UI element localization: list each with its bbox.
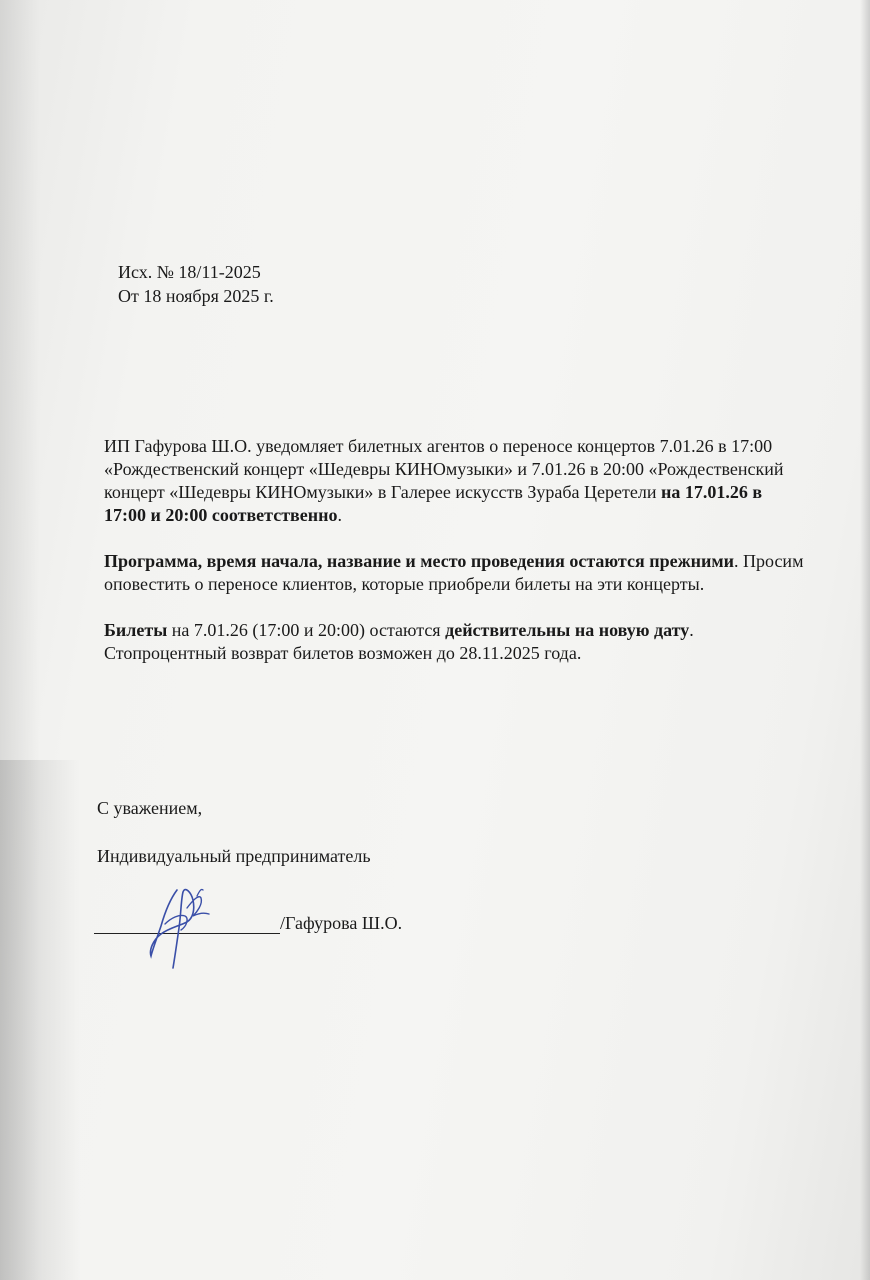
handwritten-signature xyxy=(135,878,225,973)
outgoing-reference xyxy=(118,260,274,308)
page-shadow-bottom-left xyxy=(0,760,80,1280)
new-date-bold: на 17.01.26 в 17:00 и 20:00 соответственно xyxy=(104,482,763,525)
program-text: Просим оповестить о переносе клиентов, которые приобрели билеты на эти концерты. xyxy=(104,551,804,594)
refund-text: Стопроцентный возврат билетов возможен до 28.11.2025 года. xyxy=(104,643,582,663)
tickets-end: . xyxy=(689,620,694,640)
notice-text: ИП Гафурова Ш.О. уведомляет билетных агентов о переносе концертов 7.01.26 в 17:00 «Рождественский концерт «Шедевры КИНОмузыки» и 7.01.26 в 20:00 «Рождественский концерт «Шедевры КИНОмузыки» в Галерее искусств Зураба Церетели xyxy=(104,436,784,502)
notice-end: . xyxy=(337,505,343,525)
program-paragraph xyxy=(104,550,804,596)
tickets-text: на 7.01.26 (17:00 и 20:00) остаются xyxy=(167,620,446,640)
tickets-bold: Билеты xyxy=(104,620,168,640)
notice-paragraph xyxy=(104,435,804,527)
program-end: . xyxy=(734,551,739,571)
closing-regards: С уважением, xyxy=(97,798,203,818)
valid-bold: действительны на новую дату xyxy=(445,620,690,640)
program-unchanged-bold: Программа, время начала, название и место проведения остаются прежними xyxy=(104,551,734,571)
letter-body xyxy=(104,435,804,688)
reference-number: Исх. № 18/11-2025 xyxy=(118,262,261,282)
signer-position: Индивидуальный предприниматель xyxy=(97,846,371,866)
tickets-paragraph xyxy=(104,619,804,665)
signer-name: /Гафурова Ш.О. xyxy=(280,913,403,933)
reference-date: От 18 ноября 2025 г. xyxy=(118,286,274,306)
page-edge-right xyxy=(860,0,870,1280)
